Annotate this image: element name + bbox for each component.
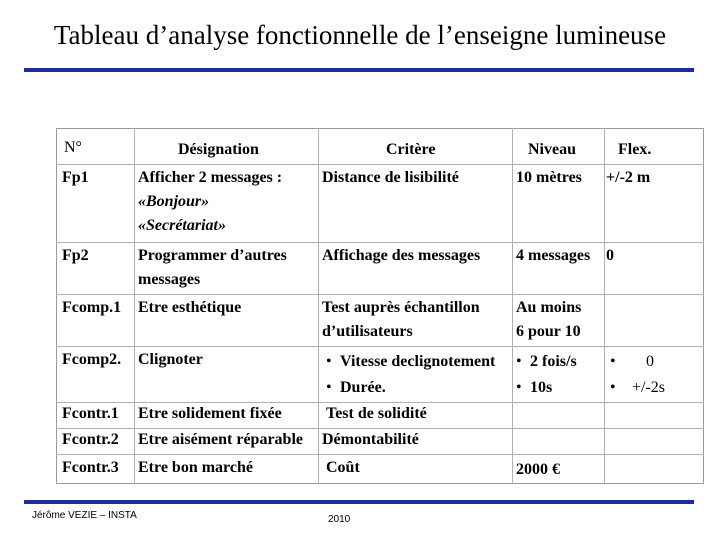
row-niveau: 10 mètres — [516, 169, 582, 186]
row-flex-value: +/-2s — [632, 379, 666, 396]
row-flex-value: 0 — [646, 353, 654, 370]
row-divider — [56, 346, 704, 347]
row-critere: • Vitesse declignotement — [326, 350, 495, 374]
row-designation: Clignoter — [138, 351, 203, 368]
column-divider — [512, 128, 513, 484]
row-designation: Etre solidement fixée — [138, 405, 282, 422]
row-num: Fcomp.1 — [62, 299, 122, 316]
header-designation: Désignation — [178, 141, 259, 158]
footer-year: 2010 — [328, 514, 351, 525]
row-critere: Test auprès échantillon — [322, 299, 480, 316]
row-num: Fcontr.2 — [62, 431, 119, 448]
row-divider — [56, 242, 704, 243]
column-divider — [604, 128, 605, 484]
row-num: Fcontr.3 — [62, 459, 119, 476]
column-divider — [134, 128, 135, 484]
header-niveau: Niveau — [528, 141, 576, 158]
row-num: Fp2 — [62, 247, 89, 264]
row-niveau: 6 pour 10 — [516, 323, 581, 340]
row-flex: 0 — [606, 247, 614, 264]
row-designation: «Secrétariat» — [138, 217, 226, 234]
page-title: Tableau d’analyse fonctionnelle de l’enseigne lumineuse — [53, 20, 667, 50]
row-niveau: Au moins — [516, 299, 582, 316]
row-num: Fcomp2. — [62, 351, 122, 368]
row-designation: Etre aisément réparable — [138, 431, 303, 448]
row-designation: «Bonjour» — [138, 193, 210, 210]
header-critere: Critère — [386, 141, 436, 158]
row-designation: Etre esthétique — [138, 299, 242, 316]
row-designation: messages — [138, 271, 201, 288]
row-niveau: • 10s — [516, 376, 552, 400]
row-critere: Distance de lisibilité — [322, 169, 459, 186]
row-critere: • Durée. — [326, 376, 386, 400]
row-critere: Affichage des messages — [322, 247, 481, 264]
row-divider — [56, 164, 704, 165]
row-designation: Etre bon marché — [138, 459, 253, 476]
header-num: N° — [64, 139, 82, 156]
row-flex — [610, 350, 654, 374]
footer-divider — [24, 500, 694, 504]
row-flex — [610, 376, 665, 400]
footer-author: Jérôme VEZIE – INSTA — [32, 510, 137, 521]
column-divider — [318, 128, 319, 484]
row-num: Fcontr.1 — [62, 405, 119, 422]
row-critere: Test de solidité — [326, 405, 427, 422]
row-designation: Afficher 2 messages : — [138, 169, 283, 186]
row-flex: +/-2 m — [606, 169, 651, 186]
row-num: Fp1 — [62, 169, 89, 186]
title-divider — [24, 68, 694, 72]
row-critere: d’utilisateurs — [322, 323, 413, 340]
header-flex: Flex. — [618, 141, 652, 158]
row-critere: Coût — [326, 459, 360, 476]
row-divider — [56, 454, 704, 455]
row-niveau: 4 messages — [516, 247, 591, 264]
row-critere: Démontabilité — [322, 431, 419, 448]
row-designation: Programmer d’autres — [138, 247, 287, 264]
row-niveau: • 2 fois/s — [516, 350, 577, 374]
row-niveau: 2000 € — [516, 461, 560, 478]
row-divider — [56, 294, 704, 295]
